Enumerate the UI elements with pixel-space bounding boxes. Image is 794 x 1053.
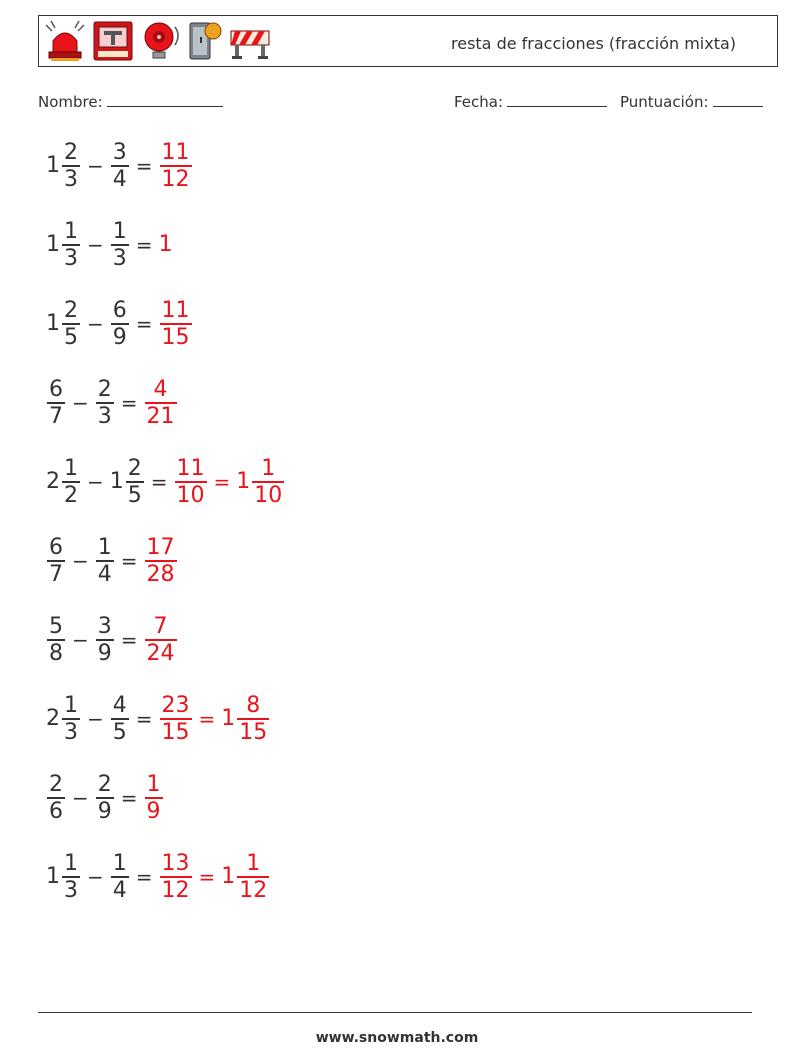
denominator: 3	[64, 166, 78, 192]
numerator: 11	[176, 456, 205, 482]
equals-sign: =	[135, 154, 153, 178]
fraction	[145, 377, 177, 429]
numerator: 2	[49, 772, 63, 798]
date-label: Fecha:	[454, 93, 504, 111]
denominator: 9	[97, 798, 112, 824]
minus-sign: −	[72, 391, 89, 415]
problem-row	[46, 370, 178, 436]
numerator: 4	[112, 693, 127, 719]
whole-number: 1	[46, 232, 60, 257]
denominator: 5	[112, 719, 127, 745]
fire-alarm-box-icon	[91, 19, 135, 63]
denominator: 7	[49, 403, 63, 429]
fraction	[237, 693, 269, 745]
answer	[159, 693, 271, 745]
whole-number: 1	[221, 706, 236, 731]
fraction	[111, 298, 129, 350]
denominator: 21	[146, 403, 175, 429]
denominator: 28	[146, 561, 175, 587]
minus-sign: −	[72, 549, 89, 573]
whole-number: 1	[221, 864, 236, 889]
fraction	[47, 772, 65, 824]
numerator: 1	[64, 851, 78, 877]
fraction	[252, 456, 284, 508]
denominator: 10	[254, 482, 283, 508]
minus-sign: −	[87, 707, 104, 731]
numerator: 2	[97, 772, 112, 798]
fraction	[47, 535, 65, 587]
numerator: 23	[161, 693, 190, 719]
fraction	[145, 535, 177, 587]
fraction	[145, 772, 163, 824]
numerator: 2	[64, 298, 78, 324]
denominator: 8	[49, 640, 63, 666]
numerator: 2	[97, 377, 112, 403]
whole-number: 1	[46, 864, 60, 889]
equals-sign: =	[120, 628, 138, 652]
numerator: 1	[112, 219, 127, 245]
fraction	[62, 693, 80, 745]
fraction	[62, 851, 80, 903]
equals-sign: =	[135, 865, 153, 889]
denominator: 15	[161, 324, 190, 350]
denominator: 3	[112, 245, 127, 271]
answer	[144, 377, 178, 429]
problem-row	[46, 449, 285, 515]
whole-number: 2	[46, 469, 60, 494]
numerator: 3	[112, 140, 127, 166]
denominator: 10	[176, 482, 205, 508]
name-label: Nombre:	[38, 93, 103, 111]
header-icons	[43, 19, 273, 63]
denominator: 4	[112, 877, 127, 903]
equals-sign: =	[120, 391, 138, 415]
fraction	[175, 456, 207, 508]
whole-number: 1	[46, 153, 60, 178]
denominator: 15	[239, 719, 268, 745]
fraction	[47, 614, 65, 666]
numerator: 6	[112, 298, 127, 324]
denominator: 15	[161, 719, 190, 745]
problem-row	[46, 291, 193, 357]
numerator: 1	[64, 456, 78, 482]
numerator: 1	[146, 772, 161, 798]
equals-sign: =	[150, 470, 168, 494]
answer	[159, 140, 193, 192]
problem-row	[46, 844, 270, 910]
equals-sign: =	[120, 549, 138, 573]
whole-number: 1	[109, 469, 124, 494]
denominator: 5	[64, 324, 78, 350]
problem-row	[46, 528, 178, 594]
worksheet-title: resta de fracciones (fracción mixta)	[451, 34, 737, 53]
whole-number: 1	[158, 232, 173, 257]
footer-divider	[38, 1012, 752, 1013]
fraction	[96, 772, 114, 824]
numerator: 6	[49, 535, 63, 561]
answer	[174, 456, 286, 508]
numerator: 1	[246, 851, 261, 877]
fraction	[160, 140, 192, 192]
denominator: 3	[64, 877, 78, 903]
fraction	[96, 535, 114, 587]
numerator: 7	[153, 614, 168, 640]
fraction	[111, 851, 129, 903]
problem-row	[46, 607, 178, 673]
denominator: 12	[161, 166, 190, 192]
denominator: 9	[112, 324, 127, 350]
date-field	[454, 92, 607, 111]
numerator: 11	[161, 140, 190, 166]
siren-icon	[43, 19, 87, 63]
numerator: 2	[64, 140, 78, 166]
fraction	[62, 456, 80, 508]
numerator: 3	[97, 614, 112, 640]
equals-sign: =	[135, 312, 153, 336]
fire-exit-sign-icon	[187, 19, 223, 63]
denominator: 24	[146, 640, 175, 666]
numerator: 1	[97, 535, 112, 561]
denominator: 2	[64, 482, 78, 508]
numerator: 13	[161, 851, 190, 877]
fraction	[160, 693, 192, 745]
problem-row	[46, 133, 193, 199]
equals-sign: =	[213, 470, 231, 494]
minus-sign: −	[72, 786, 89, 810]
answer	[144, 772, 164, 824]
answer	[144, 535, 178, 587]
minus-sign: −	[87, 865, 104, 889]
fraction	[62, 298, 80, 350]
fraction	[62, 219, 80, 271]
denominator: 3	[64, 719, 78, 745]
footer-url: www.snowmath.com	[315, 1030, 479, 1046]
score-field	[620, 92, 763, 111]
denominator: 4	[97, 561, 112, 587]
denominator: 6	[49, 798, 63, 824]
numerator: 5	[49, 614, 63, 640]
numerator: 2	[127, 456, 142, 482]
fraction	[47, 377, 65, 429]
problem-row	[46, 212, 174, 278]
name-blank[interactable]	[107, 92, 223, 107]
denominator: 3	[97, 403, 112, 429]
answer	[159, 851, 271, 903]
fraction	[160, 851, 192, 903]
minus-sign: −	[72, 628, 89, 652]
fraction	[111, 219, 129, 271]
fraction	[111, 693, 129, 745]
whole-number: 2	[46, 706, 60, 731]
name-field	[38, 92, 223, 111]
minus-sign: −	[87, 312, 104, 336]
denominator: 12	[239, 877, 268, 903]
road-barrier-icon	[227, 19, 273, 63]
numerator: 8	[246, 693, 261, 719]
answer	[159, 234, 174, 256]
whole-number: 1	[236, 469, 251, 494]
denominator: 7	[49, 561, 63, 587]
numerator: 17	[146, 535, 175, 561]
fraction	[160, 298, 192, 350]
date-blank[interactable]	[507, 92, 607, 107]
answer	[144, 614, 178, 666]
header-box	[38, 15, 778, 67]
denominator: 12	[161, 877, 190, 903]
fraction	[145, 614, 177, 666]
equals-sign: =	[135, 233, 153, 257]
numerator: 11	[161, 298, 190, 324]
equals-sign: =	[198, 707, 216, 731]
minus-sign: −	[87, 470, 104, 494]
whole-number: 1	[46, 311, 60, 336]
equals-sign: =	[198, 865, 216, 889]
numerator: 4	[153, 377, 168, 403]
fraction	[62, 140, 80, 192]
fraction	[237, 851, 269, 903]
denominator: 9	[146, 798, 161, 824]
minus-sign: −	[87, 154, 104, 178]
answer	[159, 298, 193, 350]
fraction	[96, 377, 114, 429]
numerator: 1	[112, 851, 127, 877]
fraction	[126, 456, 144, 508]
score-label: Puntuación:	[620, 93, 709, 111]
denominator: 3	[64, 245, 78, 271]
numerator: 1	[261, 456, 276, 482]
equals-sign: =	[120, 786, 138, 810]
alarm-bell-icon	[139, 19, 183, 63]
problem-row	[46, 765, 164, 831]
numerator: 1	[64, 219, 78, 245]
denominator: 4	[112, 166, 127, 192]
problem-row	[46, 686, 270, 752]
score-blank[interactable]	[713, 92, 763, 107]
minus-sign: −	[87, 233, 104, 257]
fraction	[111, 140, 129, 192]
denominator: 9	[97, 640, 112, 666]
numerator: 6	[49, 377, 63, 403]
fraction	[96, 614, 114, 666]
numerator: 1	[64, 693, 78, 719]
denominator: 5	[127, 482, 142, 508]
equals-sign: =	[135, 707, 153, 731]
